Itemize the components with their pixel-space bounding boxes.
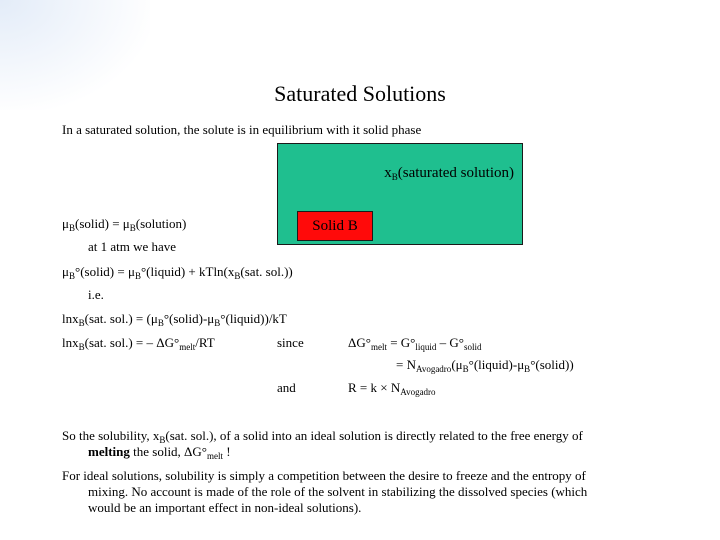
equation-avogadro-potential: = $N_{Avogadro}(\mu_B^\circ(liquid)-\mu_B^\circ(solid))$: [396, 357, 574, 374]
equation-chemical-potential-equality: $\mu_B(solid)$ = $\mu_B(solution)$: [62, 216, 187, 233]
ideal-solutions-paragraph-line-3: would be an important effect in non-ideal solutions).: [88, 500, 362, 515]
intro-text: In a saturated solution, the solute is in equilibrium with it solid phase: [62, 122, 422, 137]
equation-gas-constant: $R = k \times N_{Avogadro}$: [348, 380, 436, 397]
solid-b-box: Solid B: [297, 211, 373, 241]
equation-delta-g-melt: $\Delta G^\circ_{melt} = G^\circ_{liquid} - G^\circ_{solid}$: [348, 335, 482, 352]
since-text: since: [277, 335, 304, 350]
and-text: and: [277, 380, 296, 395]
saturated-solution-label: $x_B(saturated$ solution): [384, 165, 514, 182]
ie-text: i.e.: [88, 287, 104, 302]
equation-lnx-free-energy: lnx$_B$(sat. sol.) = – $\Delta G^\circ_{melt}/RT$: [62, 335, 215, 352]
equation-standard-potential: $\mu_B^\circ(solid)$ = $\mu_B^\circ(liquid) + kTln(x_B(sat$. sol.)): [62, 264, 293, 281]
equation-lnx-potential: lnx$_B$(sat. $sol.) = (\mu_B^\circ(solid)-\mu_B^\circ(liquid))/kT$: [62, 311, 287, 328]
ideal-solutions-paragraph-line-2: mixing. No account is made of the role of the solvent in stabilizing the dissolved species (which: [88, 484, 588, 499]
ideal-solutions-paragraph-line-1: For ideal solutions, solubility is simply a competition between the desire to freeze and the entropy of: [62, 468, 586, 483]
solubility-paragraph-line-2: melting the solid, $\Delta G^\circ_{melt}$ !: [88, 444, 231, 461]
slide-title: Saturated Solutions: [274, 81, 446, 106]
at-1atm-text: at 1 atm we have: [88, 239, 177, 254]
solubility-paragraph-line-1: So the solubility, $x_B(sat$. sol.), of a solid into an ideal solution is directly related to the free energy of: [62, 428, 583, 445]
